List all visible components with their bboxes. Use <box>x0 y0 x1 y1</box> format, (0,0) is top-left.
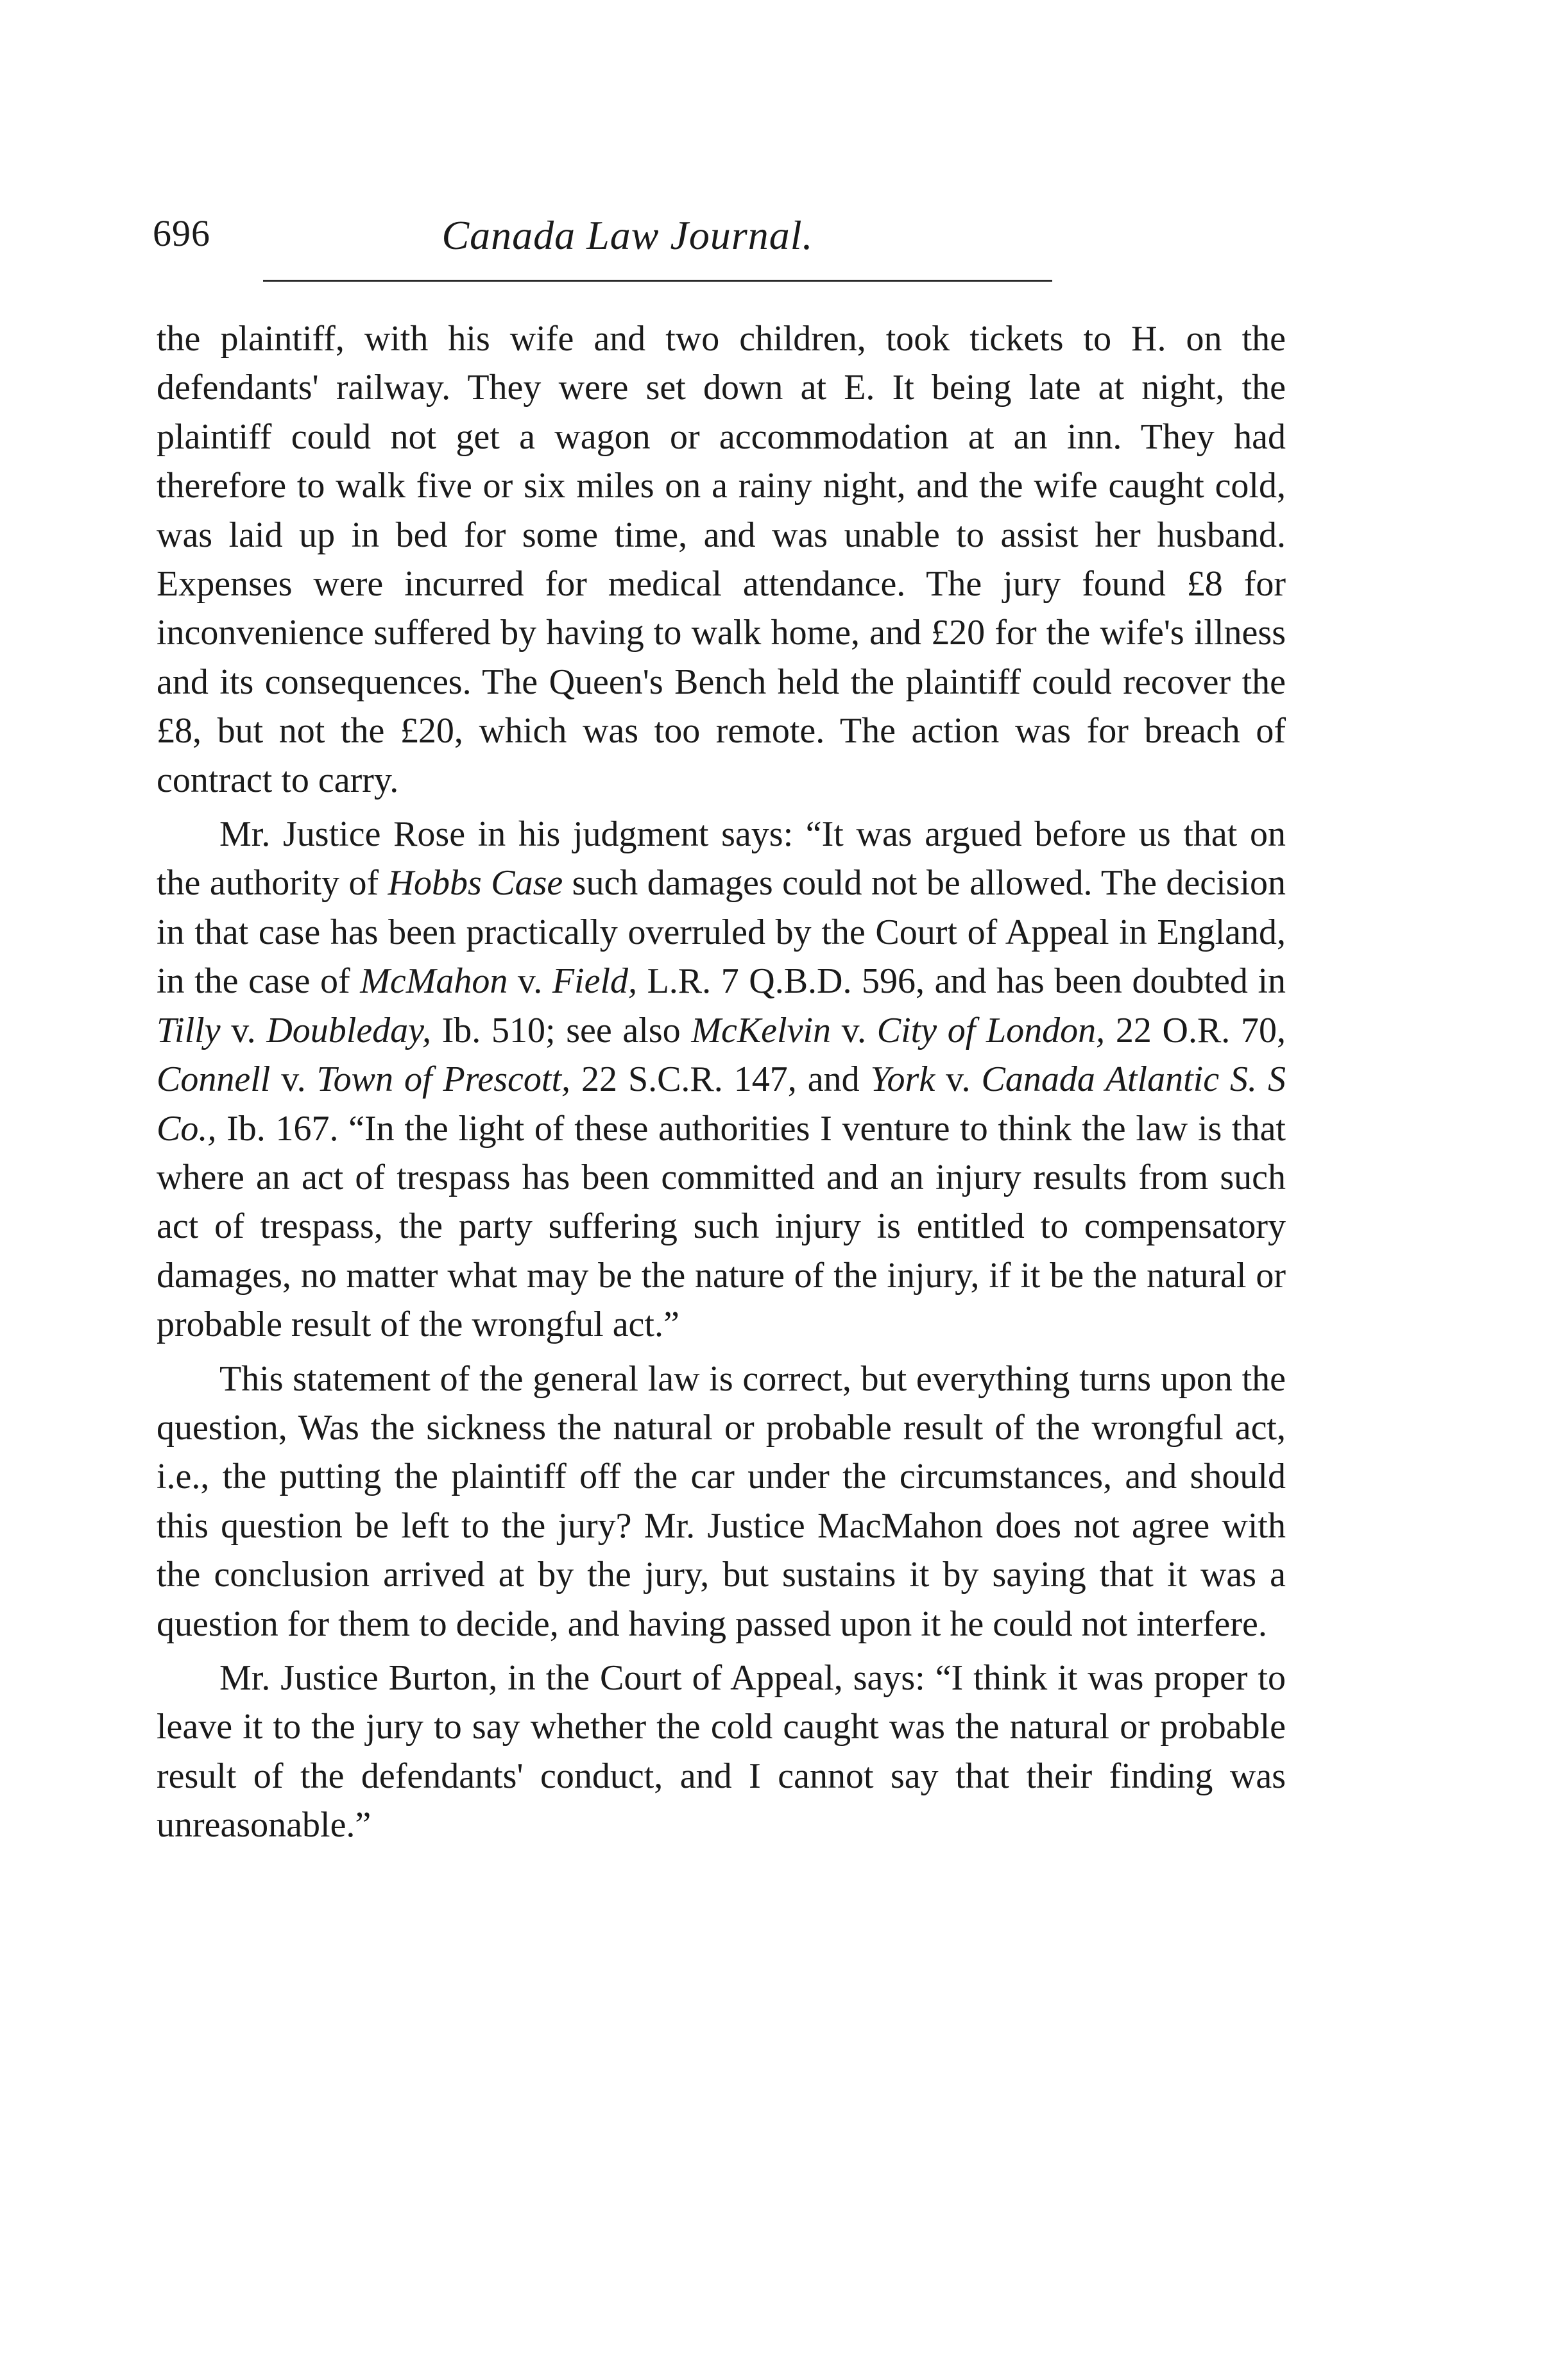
text-run: v. <box>220 1010 267 1050</box>
paragraph-4: Mr. Justice Burton, in the Court of Appeal, says: “I think it was proper to leave it to the jury to say whether the cold caught was the natural or probable result of the defendants' conduct, and I cannot say that their finding was unreasonable.” <box>157 1657 1286 1845</box>
text-run: v. <box>508 961 552 1002</box>
text-run: v. <box>270 1059 317 1100</box>
case-name: McMahon <box>360 961 508 1002</box>
header-rule <box>263 280 1052 282</box>
case-name: McKelvin <box>691 1010 831 1050</box>
text-run: 22 O.R. 70, <box>1105 1010 1286 1050</box>
text-run: Ib. 167. “In the light of these authorities I venture to think the law is that where an act of trespass has been committed and an injury results from such act of trespass, the party suffering such injury is entitled to compensatory damages, no matter what may be the nature of the injury, if it be the natural or probable result of the wrongful act.” <box>157 1108 1286 1345</box>
text-run: Ib. 510; see also <box>431 1010 692 1050</box>
text-run: v. <box>831 1010 877 1050</box>
journal-title: Canada Law Journal. <box>441 212 814 258</box>
text-run: such damages could not be allowed. The decision in that case has been practically overruled by the Court of Appeal in England, in the case of <box>157 863 1286 1002</box>
page-number: 696 <box>153 212 210 254</box>
case-name: Field, <box>552 961 638 1002</box>
case-name: Tilly <box>157 1010 221 1050</box>
case-name: City of London, <box>876 1010 1105 1050</box>
case-name: Hobbs Case <box>388 863 563 903</box>
text-run: 22 S.C.R. 147, and <box>570 1059 871 1100</box>
text-run: Mr. Justice Rose in his judgment says: “It was argued before us that on the authority of <box>157 814 1286 903</box>
case-name: Canada Atlantic S. S Co., <box>157 1059 1286 1149</box>
paragraph-2 <box>157 810 1286 1349</box>
case-name: Connell <box>157 1059 271 1100</box>
running-head <box>153 212 1102 270</box>
body-text <box>157 314 1286 1850</box>
case-name: York <box>870 1059 935 1100</box>
text-run: v. <box>935 1059 982 1100</box>
text-run: L.R. 7 Q.B.D. 596, and has been doubted in <box>637 961 1286 1002</box>
paragraph-3: This statement of the general law is correct, but everything turns upon the question, Was the sickness the natural or probable result of the wrongful act, i.e., the putting the plaintiff off the car under the circumstances, and should this question be left to the jury? Mr. Justice MacMahon does not agree with the conclusion arrived at by the jury, but sustains it by saying that it was a question for them to decide, and having passed upon it he could not interfere. <box>157 1358 1286 1644</box>
case-name: Doubleday, <box>266 1010 431 1050</box>
paragraph-1: the plaintiff, with his wife and two children, took tickets to H. on the defendants' railway. They were set down at E. It being late at night, the plaintiff could not get a wagon or accommodation at an inn. They had therefore to walk five or six miles on a rainy night, and the wife caught cold, was laid up in bed for some time, and was unable to assist her husband. Expenses were incurred for medical attendance. The jury found £8 for inconvenience suffered by having to walk home, and £20 for the wife's illness and its consequences. The Queen's Bench held the plaintiff could recover the £8, but not the £20, which was too remote. The action was for breach of contract to carry. <box>157 319 1286 800</box>
case-name: Town of Prescott, <box>316 1059 571 1100</box>
